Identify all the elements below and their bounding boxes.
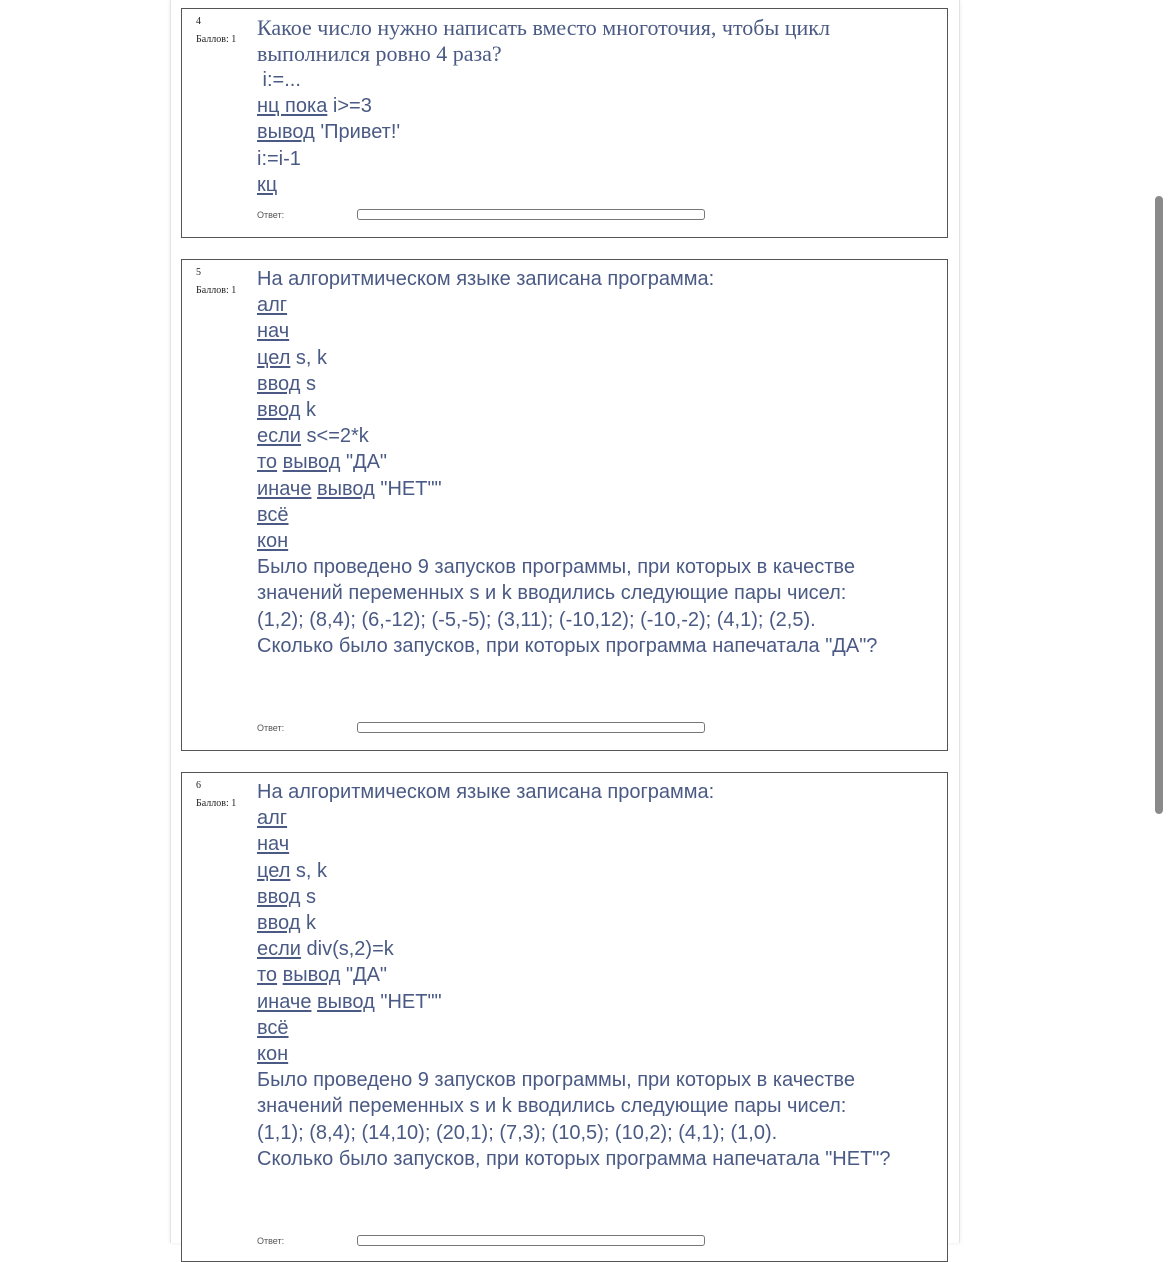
keyword: всё [257, 1016, 289, 1039]
answer-label: Ответ: [257, 723, 285, 733]
answer-label: Ответ: [257, 1236, 285, 1246]
code-text: 'Привет!' [314, 121, 401, 144]
code-line [257, 884, 917, 910]
answer-label: Ответ: [257, 210, 285, 220]
question-4 [181, 8, 948, 238]
question-body [257, 779, 917, 1172]
keyword: кон [257, 530, 289, 553]
keyword: ввод [257, 399, 301, 422]
question-meta [196, 779, 236, 811]
question-number: 5 [196, 267, 201, 278]
code-text: k [300, 912, 316, 935]
keyword: нц пока [257, 95, 328, 118]
code-text: "ДА" [340, 964, 388, 987]
code-text: "НЕТ"" [374, 990, 442, 1013]
code-line [257, 989, 917, 1015]
code-line [257, 502, 917, 528]
code-line [257, 936, 917, 962]
keyword: иначе [257, 477, 312, 500]
code-line [257, 831, 917, 857]
keyword: ввод [257, 885, 301, 908]
code-line [257, 119, 917, 145]
answer-input[interactable] [357, 1235, 705, 1246]
question-ask: Сколько было запусков, при которых программа напечатала "ДА"? [257, 634, 878, 657]
keyword: нач [257, 320, 290, 343]
keyword: цел [257, 346, 291, 369]
answer-input[interactable] [357, 209, 705, 220]
question-body [257, 266, 917, 659]
code-line [257, 423, 917, 449]
question-body [257, 15, 917, 198]
code-line [257, 962, 917, 988]
keyword: вывод [282, 451, 341, 474]
question-text: Было проведено 9 запусков программы, при которых в качестве значений переменных s и k вводились следующие пары чисел: [257, 1069, 855, 1118]
code-line [257, 1041, 917, 1067]
code-text: "ДА" [340, 451, 388, 474]
question-ask: Сколько было запусков, при которых программа напечатала "НЕТ"? [257, 1147, 891, 1170]
code-line [257, 371, 917, 397]
code-line [257, 345, 917, 371]
code-line [257, 318, 917, 344]
keyword: то [257, 451, 278, 474]
question-number: 6 [196, 780, 201, 791]
code-text: s, k [290, 346, 328, 369]
keyword: если [257, 938, 301, 961]
keyword: вывод [317, 477, 375, 500]
code-text: s [300, 885, 316, 908]
code-line [257, 528, 917, 554]
question-6 [181, 772, 948, 1262]
keyword: то [257, 964, 278, 987]
code-line: i:=i-1 [257, 147, 301, 170]
code-text: div(s,2)=k [300, 938, 394, 961]
keyword: вывод [282, 964, 341, 987]
keyword: ввод [257, 912, 301, 935]
question-5 [181, 259, 948, 751]
keyword: кон [257, 1043, 289, 1066]
keyword: цел [257, 859, 291, 882]
code-text: k [300, 399, 316, 422]
keyword: вывод [317, 990, 375, 1013]
code-line [257, 292, 917, 318]
input-pairs: (1,1); (8,4); (14,10); (20,1); (7,3); (10,5); (10,2); (4,1); (1,0). [257, 1121, 778, 1144]
code-text: s<=2*k [300, 425, 369, 448]
keyword: иначе [257, 990, 312, 1013]
code-line [257, 397, 917, 423]
keyword: если [257, 425, 301, 448]
code-line [257, 910, 917, 936]
keyword: вывод [257, 121, 315, 144]
vertical-scrollbar-thumb[interactable] [1155, 196, 1163, 814]
question-prompt: Какое число нужно написать вместо многоточия, чтобы цикл выполнился ровно 4 раза? [257, 15, 830, 66]
question-intro: На алгоритмическом языке записана программа: [257, 268, 715, 290]
code-line [257, 476, 917, 502]
code-line [257, 1015, 917, 1041]
question-points: Баллов: 1 [196, 285, 237, 296]
code-text: i>=3 [327, 95, 372, 118]
keyword: нач [257, 833, 290, 856]
question-meta [196, 266, 236, 298]
code-text: s, k [290, 859, 328, 882]
code-text: s [300, 372, 316, 395]
question-intro: На алгоритмическом языке записана программа: [257, 781, 715, 803]
question-number: 4 [196, 16, 201, 27]
code-line [257, 172, 917, 198]
question-meta [196, 15, 236, 47]
code-line [257, 805, 917, 831]
question-points: Баллов: 1 [196, 34, 237, 45]
question-text: Было проведено 9 запусков программы, при которых в качестве значений переменных s и k вводились следующие пары чисел: [257, 556, 855, 605]
code-line: i:=... [257, 69, 301, 91]
keyword: алг [257, 294, 288, 317]
keyword: всё [257, 503, 289, 526]
input-pairs: (1,2); (8,4); (6,-12); (-5,-5); (3,11); (-10,12); (-10,-2); (4,1); (2,5). [257, 608, 816, 631]
code-line [257, 858, 917, 884]
code-line [257, 449, 917, 475]
code-text: "НЕТ"" [374, 477, 442, 500]
answer-input[interactable] [357, 722, 705, 733]
keyword: алг [257, 807, 288, 830]
code-line [257, 93, 917, 119]
question-points: Баллов: 1 [196, 798, 237, 809]
keyword: кц [257, 173, 278, 196]
keyword: ввод [257, 372, 301, 395]
